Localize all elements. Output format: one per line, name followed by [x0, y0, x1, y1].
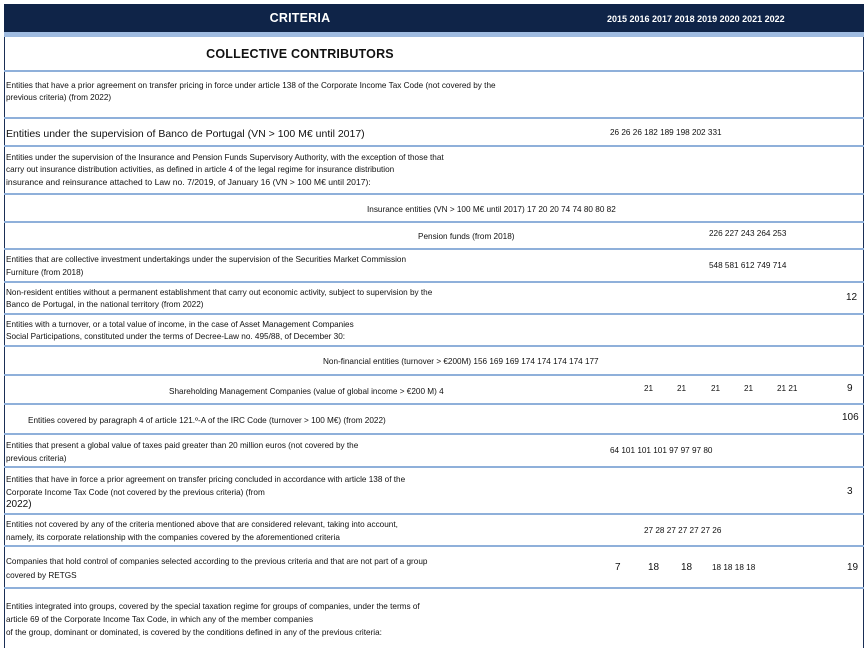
row-text-line: Insurance entities (VN > 100 M€ until 2017) 17 20 20 74 74 80 80 82: [367, 205, 616, 214]
row-text-line: Shareholding Management Companies (value of global income > €200 M) 4: [169, 387, 444, 396]
row-value: 21: [711, 384, 721, 393]
table-row: [4, 515, 864, 547]
table-row: [4, 195, 864, 223]
row-value: 7: [615, 562, 621, 573]
section-title: COLLECTIVE CONTRIBUTORS: [206, 47, 394, 61]
row-text-line: 2022): [6, 499, 32, 510]
table-row: [4, 223, 864, 250]
row-text-line: article 69 of the Corporate Income Tax Code, in which any of the member companies: [6, 615, 314, 624]
row-values: 27 28 27 27 27 27 26: [644, 526, 722, 535]
row-text-line: insurance and reinsurance attached to Law no. 7/2019, of January 16 (VN > 100 M€ until 2017):: [6, 177, 371, 187]
table-row: [4, 283, 864, 315]
row-text-line: Furniture (from 2018): [6, 268, 84, 277]
row-value: 21: [677, 384, 687, 393]
value-2022: 19: [847, 562, 859, 573]
row-values: 548 581 612 749 714: [709, 261, 787, 270]
value-2022: 3: [847, 486, 853, 497]
row-text-line: Entities integrated into groups, covered by the special taxation regime for groups of companies, under the terms of: [6, 602, 420, 611]
table-row: [4, 119, 864, 147]
table-header: [4, 4, 864, 32]
row-text-line: covered by RETGS: [6, 571, 77, 580]
row-value: 18 18 18 18: [712, 563, 756, 572]
row-text-line: Entities not covered by any of the criteria mentioned above that are considered relevant, taking into account,: [6, 520, 398, 529]
row-text-line: Entities under the supervision of Banco de Portugal (VN > 100 M€ until 2017): [6, 128, 365, 140]
table-row: [4, 589, 864, 648]
row-text-line: carry out insurance distribution activities, as defined in article 4 of the legal regime for insurance distribution: [6, 165, 395, 174]
table-row: [4, 547, 864, 589]
row-text-line: namely, its corporate relationship with the companies covered by the aforementioned criteria: [6, 533, 340, 542]
row-text-line: Entities that present a global value of taxes paid greater than 20 million euros (not covered by the: [6, 441, 359, 450]
table-row: [4, 315, 864, 347]
table-row: [4, 405, 864, 435]
row-value: 18: [648, 562, 660, 573]
row-text-line: Entities that have in force a prior agreement on transfer pricing concluded in accordance with article 138 of the: [6, 475, 406, 484]
row-value: 21 21: [777, 384, 798, 393]
row-value: 21: [744, 384, 754, 393]
row-text-line: Banco de Portugal, in the national territory (from 2022): [6, 300, 204, 309]
row-text-line: previous criteria) (from 2022): [6, 93, 112, 102]
row-text-line: Corporate Income Tax Code (not covered by the previous criteria) (from: [6, 488, 265, 497]
row-text-line: Social Participations, constituted under the terms of Decree-Law no. 495/88, of December 30:: [6, 332, 346, 341]
table-row: [4, 468, 864, 515]
row-values: 226 227 243 264 253: [709, 229, 787, 238]
table-row: [4, 72, 864, 119]
row-text-line: Entities covered by paragraph 4 of article 121.º-A of the IRC Code (turnover > 100 M€) (from 2022): [28, 416, 386, 425]
row-values: 64 101 101 101 97 97 97 80: [610, 446, 713, 455]
row-text-line: Non-financial entities (turnover > €200M) 156 169 169 174 174 174 174 177: [323, 357, 599, 366]
row-text-line: previous criteria): [6, 454, 67, 463]
value-2022: 106: [842, 412, 859, 423]
table-row: [4, 435, 864, 468]
row-text-line: Entities that have a prior agreement on transfer pricing in force under article 138 of the Corporate Income Tax Code (not covered by the: [6, 81, 496, 90]
table-row: [4, 147, 864, 195]
table-row: [4, 250, 864, 283]
row-text-line: of the group, dominant or dominated, is covered by the conditions defined in any of the previous criteria:: [6, 628, 382, 637]
row-text-line: Non-resident entities without a permanent establishment that carry out economic activity, subject to supervision by the: [6, 288, 433, 297]
table-row: [4, 376, 864, 405]
row-values: 26 26 26 182 189 198 202 331: [610, 128, 722, 137]
row-value: 21: [644, 384, 654, 393]
row-text-line: Entities under the supervision of the Insurance and Pension Funds Supervisory Authority, with the exception of those that: [6, 153, 444, 162]
table-row: [4, 347, 864, 376]
value-2022: 12: [846, 292, 858, 303]
years-header: 2015 2016 2017 2018 2019 2020 2021 2022: [607, 14, 785, 24]
row-value: 18: [681, 562, 693, 573]
row-text-line: Entities that are collective investment undertakings under the supervision of the Securities Market Commission: [6, 255, 407, 264]
row-text-line: Companies that hold control of companies selected according to the previous criteria and that are not part of a group: [6, 557, 428, 566]
row-text-line: Entities with a turnover, or a total value of income, in the case of Asset Management Companies: [6, 320, 354, 329]
criteria-header: CRITERIA: [269, 11, 331, 25]
value-2022: 9: [847, 383, 853, 394]
row-text-line: Pension funds (from 2018): [418, 232, 515, 241]
section-row: [4, 37, 864, 72]
